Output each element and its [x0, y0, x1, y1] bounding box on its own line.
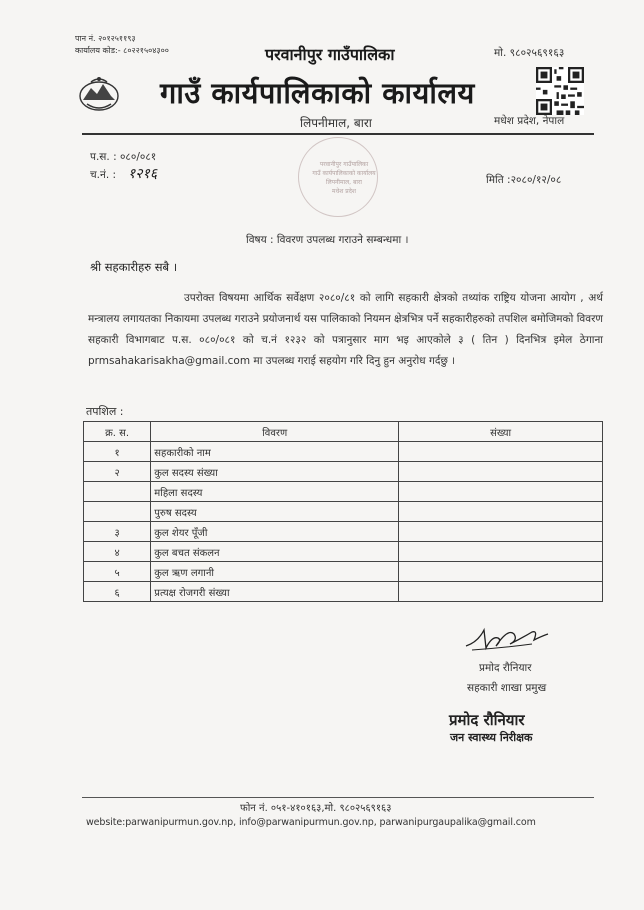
ref-chn-value: १२१६	[128, 166, 158, 182]
office-name: गाउँ कार्यपालिकाको कार्यालय	[160, 76, 475, 110]
table-row: ६ प्रत्यक्ष रोजगरी संख्या	[84, 582, 603, 602]
table-row: ४ कुल बचत संकलन	[84, 542, 603, 562]
signatory-name: प्रमोद रौनियार	[479, 662, 532, 674]
letter-date: मिति :२०८०/१२/०८	[486, 174, 562, 186]
table-row: पुरुष सदस्य	[84, 502, 603, 522]
details-table	[83, 421, 603, 602]
footer-web: website:parwanipurmun.gov.np, info@parwanipurmun.gov.np, parwanipurgaupalika@gmail.com	[86, 817, 536, 828]
header-count: संख्या	[399, 422, 603, 442]
stamp-name: प्रमोद रौनियार	[449, 711, 525, 729]
table-caption: तपशिल :	[86, 405, 124, 418]
office-code: कार्यालय कोड:- ८०२२१५०४३००	[75, 46, 169, 55]
province-address: मधेश प्रदेश, नेपाल	[494, 115, 565, 127]
subject-line: विषय : विवरण उपलब्ध गराउने सम्बन्धमा ।	[246, 234, 409, 246]
seal-text: परवानीपुर गाउँपालिका गाउँ कार्यपालिकाको कार्यालय लिपनीमाल, बारा मधेश प्रदेश	[312, 161, 376, 195]
ref-ps: प.स. : ०८०/०८१	[90, 151, 157, 163]
table-row: ३ कुल शेयर पूँजी	[84, 522, 603, 542]
qr-code-icon	[536, 67, 584, 115]
header-serial: क्र. स.	[84, 422, 151, 442]
office-address: लिपनीमाल, बारा	[300, 116, 372, 130]
stamp-title: जन स्वास्थ्य निरीक्षक	[450, 731, 533, 744]
ref-chn-label: च.नं. :	[90, 169, 117, 181]
signature-scribble-icon	[462, 622, 552, 656]
table-row: १ सहकारीको नाम	[84, 442, 603, 462]
table-row: महिला सदस्य	[84, 482, 603, 502]
nepal-emblem-icon	[77, 74, 121, 114]
header-divider	[82, 133, 594, 135]
table-row: ५ कुल ऋण लगानी	[84, 562, 603, 582]
letter-body: उपरोक्त विषयमा आर्थिक सर्वेक्षण २०८०/८१ को लागि सहकारी क्षेत्रको तथ्यांक राष्ट्रिय योजना आयोग , अर्थ मन्त्रालय लगायतका निकायमा उपलब्ध गराउने प्रयोजनार्थ यस पालिकाको नियमन क्षेत्रभित्र पर्ने सहकारीहरुको तपशिल बमोजिमको विवरण सहकारी विभागबाट प.स. ०८०/०८१ को च.नं १२३२ को पत्रानुसार माग भइ आएकोले ३ ( तिन ) दिनभित्र इमेल ठेगाना prmsahakarisakha@gmail.com मा उपलब्ध गराई सहयोग गरि दिनु हुन अनुरोध गर्दछु ।	[88, 292, 603, 367]
table-header-row	[84, 422, 603, 442]
municipality-name: परवानीपुर गाउँपालिका	[265, 45, 395, 64]
addressee: श्री सहकारीहरु सबै ।	[90, 260, 178, 274]
footer-phone: फोन नं. ०५१-४१०१६३,मो. ९८०२५६९१६३	[240, 803, 392, 814]
header-description: विवरण	[151, 422, 399, 442]
signatory-title: सहकारी शाखा प्रमुख	[467, 682, 547, 694]
table-row: २ कुल सदस्य संख्या	[84, 462, 603, 482]
mobile-number: मो. ९८०२५६९१६३	[494, 47, 565, 59]
footer-divider	[82, 797, 594, 798]
pan-number: पान नं. २०१२५११९३	[75, 34, 136, 43]
